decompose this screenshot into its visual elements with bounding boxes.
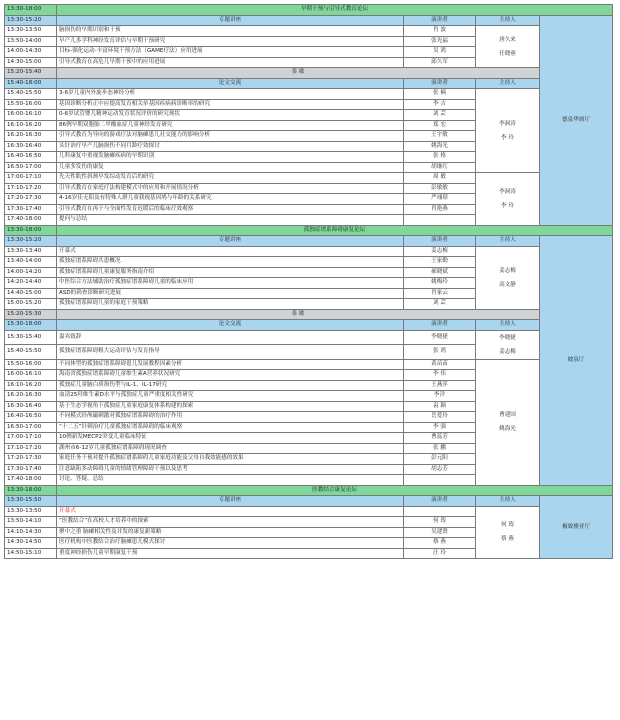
session-time: 15:40-18:00	[5, 78, 57, 89]
talk-topic: 10例新发MECP2突变儿童临床特征	[57, 433, 404, 444]
talk-speaker: 王宇敏	[404, 131, 476, 142]
section-time: 13:30-18:00	[5, 225, 57, 236]
talk-time: 17:00-17:10	[5, 173, 57, 184]
talk-topic: 4-16岁佳无阳及有特殊人群儿童我视基因鸠与年龄的关系研究	[57, 194, 404, 205]
talk-speaker: 周 敏	[404, 173, 476, 184]
session-time: 15:30-18:00	[5, 320, 57, 331]
host-cell: 李洞涛 李 玲	[476, 173, 540, 226]
talk-topic: 孤独症儿童脑白质损伤型与IL-1、IL-17研究	[57, 380, 404, 391]
talk-speaker: 袁 颖	[404, 401, 476, 412]
talk-speaker: 肖艳燕	[404, 204, 476, 215]
talk-time: 14:50-15:10	[5, 548, 57, 559]
talk-time: 13:30-13:40	[5, 246, 57, 257]
talk-time: 14:00-14:30	[5, 47, 57, 58]
talk-topic: 引导式教育在高危儿早期干预中的应用进展	[57, 57, 404, 68]
talk-time: 13:40-14:00	[5, 257, 57, 268]
talk-time: 16:40-16:50	[5, 152, 57, 163]
talk-time: 14:10-14:30	[5, 527, 57, 538]
talk-time: 16:10-16:20	[5, 380, 57, 391]
talk-topic: 头针治疗早产儿脑损伤不同月龄疗效探讨	[57, 141, 404, 152]
talk-topic: 脑损伤的早期识别和干预	[57, 26, 404, 37]
talk-topic: 血清25羟维生素D水平与孤独症儿童严重度相关性研究	[57, 391, 404, 402]
host-cell: 李洞涛 李 玲	[476, 89, 540, 173]
talk-speaker: 胡继红	[404, 162, 476, 173]
host-cell: 唐久来 任晓蕙	[476, 26, 540, 68]
talk-time: 15:50-16:00	[5, 359, 57, 370]
talk-speaker: 蔡 燕	[404, 538, 476, 549]
talk-topic: 先天性肌性斜颈早发综动发育后的研究	[57, 173, 404, 184]
talk-topic: 孤独症谱系障碍儿童康复服务指南介绍	[57, 267, 404, 278]
talk-speaker: 胡志芳	[404, 464, 476, 475]
forum-section-row	[5, 485, 613, 496]
talk-time: 16:50-17:00	[5, 422, 57, 433]
session-type: 论文交流	[57, 78, 404, 89]
speaker-header: 演讲者	[404, 78, 476, 89]
session-header-row	[5, 15, 613, 26]
talk-speaker	[404, 506, 476, 517]
talk-speaker: 姚海光	[404, 141, 476, 152]
talk-time: 13:50-14:00	[5, 36, 57, 47]
talk-time: 16:20-16:30	[5, 391, 57, 402]
forum-title: 早期干预与引导式教育论坛	[57, 5, 613, 16]
talk-speaker: 黄苗苗	[404, 359, 476, 370]
speaker-header: 演讲者	[404, 496, 476, 507]
break-time: 15:20-15:30	[5, 309, 57, 320]
talk-time: 14:40-15:00	[5, 288, 57, 299]
talk-row	[5, 359, 613, 370]
talk-row	[5, 330, 613, 345]
talk-time: 17:20-17:30	[5, 194, 57, 205]
talk-speaker: 姚梅玲	[404, 278, 476, 289]
talk-speaker: 张 鸿	[404, 345, 476, 360]
talk-topic: 不同模式经颅磁刺激对孤独症谱系障碍的治疗作用	[57, 412, 404, 423]
talk-time: 13:50-14:10	[5, 517, 57, 528]
speaker-header: 演讲者	[404, 236, 476, 247]
host-header: 主持人	[476, 236, 540, 247]
forum-title: 医教结合康复论坛	[57, 485, 613, 496]
talk-speaker: 姜志梅	[404, 246, 476, 257]
talk-time: 15:00-15:20	[5, 299, 57, 310]
talk-row	[5, 173, 613, 184]
talk-row	[5, 26, 613, 37]
tea-break-row	[5, 309, 613, 320]
session-time: 13:30-15:20	[5, 236, 57, 247]
talk-speaker: 郑 宏	[404, 120, 476, 131]
session-type: 专题讲座	[57, 15, 404, 26]
session-header-row	[5, 78, 613, 89]
talk-time: 17:40-18:00	[5, 215, 57, 226]
talk-speaker: 张 格	[404, 152, 476, 163]
session-header-row	[5, 496, 613, 507]
talk-time: 16:50-17:00	[5, 162, 57, 173]
talk-speaker: 吴 鸿	[404, 47, 476, 58]
talk-topic: 开幕式	[57, 506, 404, 517]
break-time: 15:20-15:40	[5, 68, 57, 79]
venue-cell: 坡泉厅	[540, 236, 613, 486]
talk-time: 17:00-17:10	[5, 433, 57, 444]
talk-topic: 湖州市6-12岁儿童孤独症谱系障碍现况调查	[57, 443, 404, 454]
talk-speaker: 何 筠	[404, 517, 476, 528]
venue-cell: 极致雅亚厅	[540, 496, 613, 559]
forum-title: 孤独症谱系障碍康复论坛	[57, 225, 613, 236]
talk-row	[5, 506, 613, 517]
tea-break-row	[5, 68, 613, 79]
talk-speaker: 严翊璟	[404, 194, 476, 205]
host-header: 主持人	[476, 496, 540, 507]
talk-topic: 0-6岁试管婴儿精神运动发育状况评价的研究现状	[57, 110, 404, 121]
session-time: 13:30-15:50	[5, 496, 57, 507]
host-header: 主持人	[476, 78, 540, 89]
talk-speaker: 肖 波	[404, 26, 476, 37]
talk-row	[5, 89, 613, 100]
talk-topic: 开幕式	[57, 246, 404, 257]
talk-time: 13:30-13:50	[5, 506, 57, 517]
talk-speaker: 王燕萍	[404, 380, 476, 391]
host-cell: 何 筠 蔡 燕	[476, 506, 540, 559]
talk-topic: 儿童多发伤的康复	[57, 162, 404, 173]
talk-topic: 嘉宾致辞	[57, 330, 404, 345]
talk-topic: “医教结合”在高校人才培养中的探索	[57, 517, 404, 528]
break-label: 茶 歇	[57, 309, 540, 320]
talk-topic: 引导式教育为导向的游戏疗法对脑瘫患儿社交能力的影响分析	[57, 131, 404, 142]
host-cell: 曹建国 姚海光	[476, 359, 540, 485]
talk-speaker: 曹蕊芳	[404, 433, 476, 444]
talk-topic: 引导式教育在再于与全面性发育迟缓后的临床疗效观察	[57, 204, 404, 215]
talk-topic: 聚中之重 脑瘫相关性及并发的康复新策略	[57, 527, 404, 538]
talk-topic: 医疗机构中医教结合治疗脑瘫患儿模式探讨	[57, 538, 404, 549]
talk-topic: 儿科康复中重视发脑瘫疾病的早期识别	[57, 152, 404, 163]
talk-time: 14:00-14:20	[5, 267, 57, 278]
talk-speaker: 汪 玲	[404, 548, 476, 559]
talk-time: 16:30-16:40	[5, 141, 57, 152]
talk-time: 17:30-17:40	[5, 204, 57, 215]
speaker-header: 演讲者	[404, 320, 476, 331]
talk-topic: 基因诊断分析正中应提高发育相关单基因疾病病诊断率的研究	[57, 99, 404, 110]
host-header: 主持人	[476, 320, 540, 331]
talk-speaker: 李 吉	[404, 99, 476, 110]
talk-topic: 提问与总结	[57, 215, 404, 226]
talk-time: 16:10-16:20	[5, 120, 57, 131]
talk-speaker	[404, 475, 476, 486]
talk-speaker: 李洋	[404, 391, 476, 402]
talk-speaker: 刘 芸	[404, 299, 476, 310]
talk-time: 17:30-17:40	[5, 464, 57, 475]
talk-speaker: 张 楠	[404, 89, 476, 100]
forum-section-row	[5, 225, 613, 236]
session-type: 专题讲座	[57, 236, 404, 247]
talk-time: 16:00-16:10	[5, 110, 57, 121]
talk-topic: 注意缺陷多动障碍儿童的情绪管理障碍干预以及思考	[57, 464, 404, 475]
break-label: 茶 歇	[57, 68, 540, 79]
talk-time: 17:10-17:20	[5, 183, 57, 194]
talk-time: 16:20-16:30	[5, 131, 57, 142]
talk-time: 14:30-15:00	[5, 57, 57, 68]
talk-time: 15:50-16:00	[5, 99, 57, 110]
talk-speaker: 肖家云	[404, 288, 476, 299]
talk-speaker: 郝晓斌	[404, 267, 476, 278]
talk-time: 14:30-14:50	[5, 538, 57, 549]
talk-speaker: 岳爱玲	[404, 412, 476, 423]
talk-speaker: 李 伟	[404, 370, 476, 381]
talk-speaker	[404, 215, 476, 226]
talk-topic: 重度神经损伤儿童早期康复干预	[57, 548, 404, 559]
session-type: 专题讲座	[57, 496, 404, 507]
talk-topic: 3-6岁儿童内外旋步态神经分析	[57, 89, 404, 100]
talk-time: 16:30-16:40	[5, 401, 57, 412]
section-time: 13:30-18:00	[5, 485, 57, 496]
talk-time: 15:30-15:40	[5, 330, 57, 345]
talk-topic: 孤独症谱系障碍共患概况	[57, 257, 404, 268]
host-cell: 李晓捷 姜志梅	[476, 330, 540, 359]
schedule-table	[4, 4, 613, 559]
talk-time: 13:30-13:50	[5, 26, 57, 37]
talk-speaker: 李晓捷	[404, 330, 476, 345]
venue-cell: 德泉华颂厅	[540, 15, 613, 225]
session-time: 13:30-15:20	[5, 15, 57, 26]
talk-topic: 讨论、答疑、总结	[57, 475, 404, 486]
talk-speaker: 李 强	[404, 422, 476, 433]
talk-time: 16:40-16:50	[5, 412, 57, 423]
session-type: 论文交流	[57, 320, 404, 331]
speaker-header: 演讲者	[404, 15, 476, 26]
talk-speaker: 彭元阳	[404, 454, 476, 465]
talk-speaker: 刘 芸	[404, 110, 476, 121]
talk-speaker: 王家勤	[404, 257, 476, 268]
talk-time: 15:40-15:50	[5, 345, 57, 360]
talk-topic: 早产儿多学科神经发育评估与早期干预研究	[57, 36, 404, 47]
talk-topic: 基于生态学视角下孤独症儿童家庭康复体系构建的探索	[57, 401, 404, 412]
talk-topic: 海南省孤独症谱系障碍儿童维生素A营养状况研究	[57, 370, 404, 381]
session-header-row	[5, 236, 613, 247]
talk-topic: 不同体型的孤独症谱系障碍患儿发展教程因素分析	[57, 359, 404, 370]
section-time: 13:30-18:00	[5, 5, 57, 16]
talk-speaker: 吴建贤	[404, 527, 476, 538]
talk-speaker: 张 鹏	[404, 443, 476, 454]
talk-time: 17:40-18:00	[5, 475, 57, 486]
talk-topic: ASD的筛查诊断研究进展	[57, 288, 404, 299]
talk-speaker: 邱久军	[404, 57, 476, 68]
talk-topic: 中医综合方法辅助治疗孤独症谱系障碍儿童的临床应用	[57, 278, 404, 289]
talk-topic: 目标-强化运动-丰富环境干预方法（GAME疗法）应用进展	[57, 47, 404, 58]
talk-topic: 引导式教育在家庭疗法构建模式中的应用和开展情况分析	[57, 183, 404, 194]
talk-time: 17:10-17:20	[5, 443, 57, 454]
talk-topic: 孤独症谱系障碍粗大运动评估与发育指导	[57, 345, 404, 360]
talk-time: 16:00-16:10	[5, 370, 57, 381]
talk-topic: “十二五”针刺治疗儿童孤独症谱系障碍的临床观察	[57, 422, 404, 433]
talk-topic: 86例早期双胞胎二甲酸血症儿童神经发育研究	[57, 120, 404, 131]
talk-topic: 孤独症谱系障碍儿童的家庭干预策略	[57, 299, 404, 310]
host-header: 主持人	[476, 15, 540, 26]
host-cell: 姜志梅 高文静	[476, 246, 540, 309]
talk-time: 15:40-15:50	[5, 89, 57, 100]
session-header-row	[5, 320, 613, 331]
talk-speaker: 彭敏敏	[404, 183, 476, 194]
forum-section-row	[5, 5, 613, 16]
talk-time: 17:20-17:30	[5, 454, 57, 465]
talk-time: 14:20-14:40	[5, 278, 57, 289]
talk-row	[5, 246, 613, 257]
talk-speaker: 张光福	[404, 36, 476, 47]
talk-topic: 家庭任务干预对提升孤独症谱系障碍儿童家庭功能及父母自我效能感的效果	[57, 454, 404, 465]
